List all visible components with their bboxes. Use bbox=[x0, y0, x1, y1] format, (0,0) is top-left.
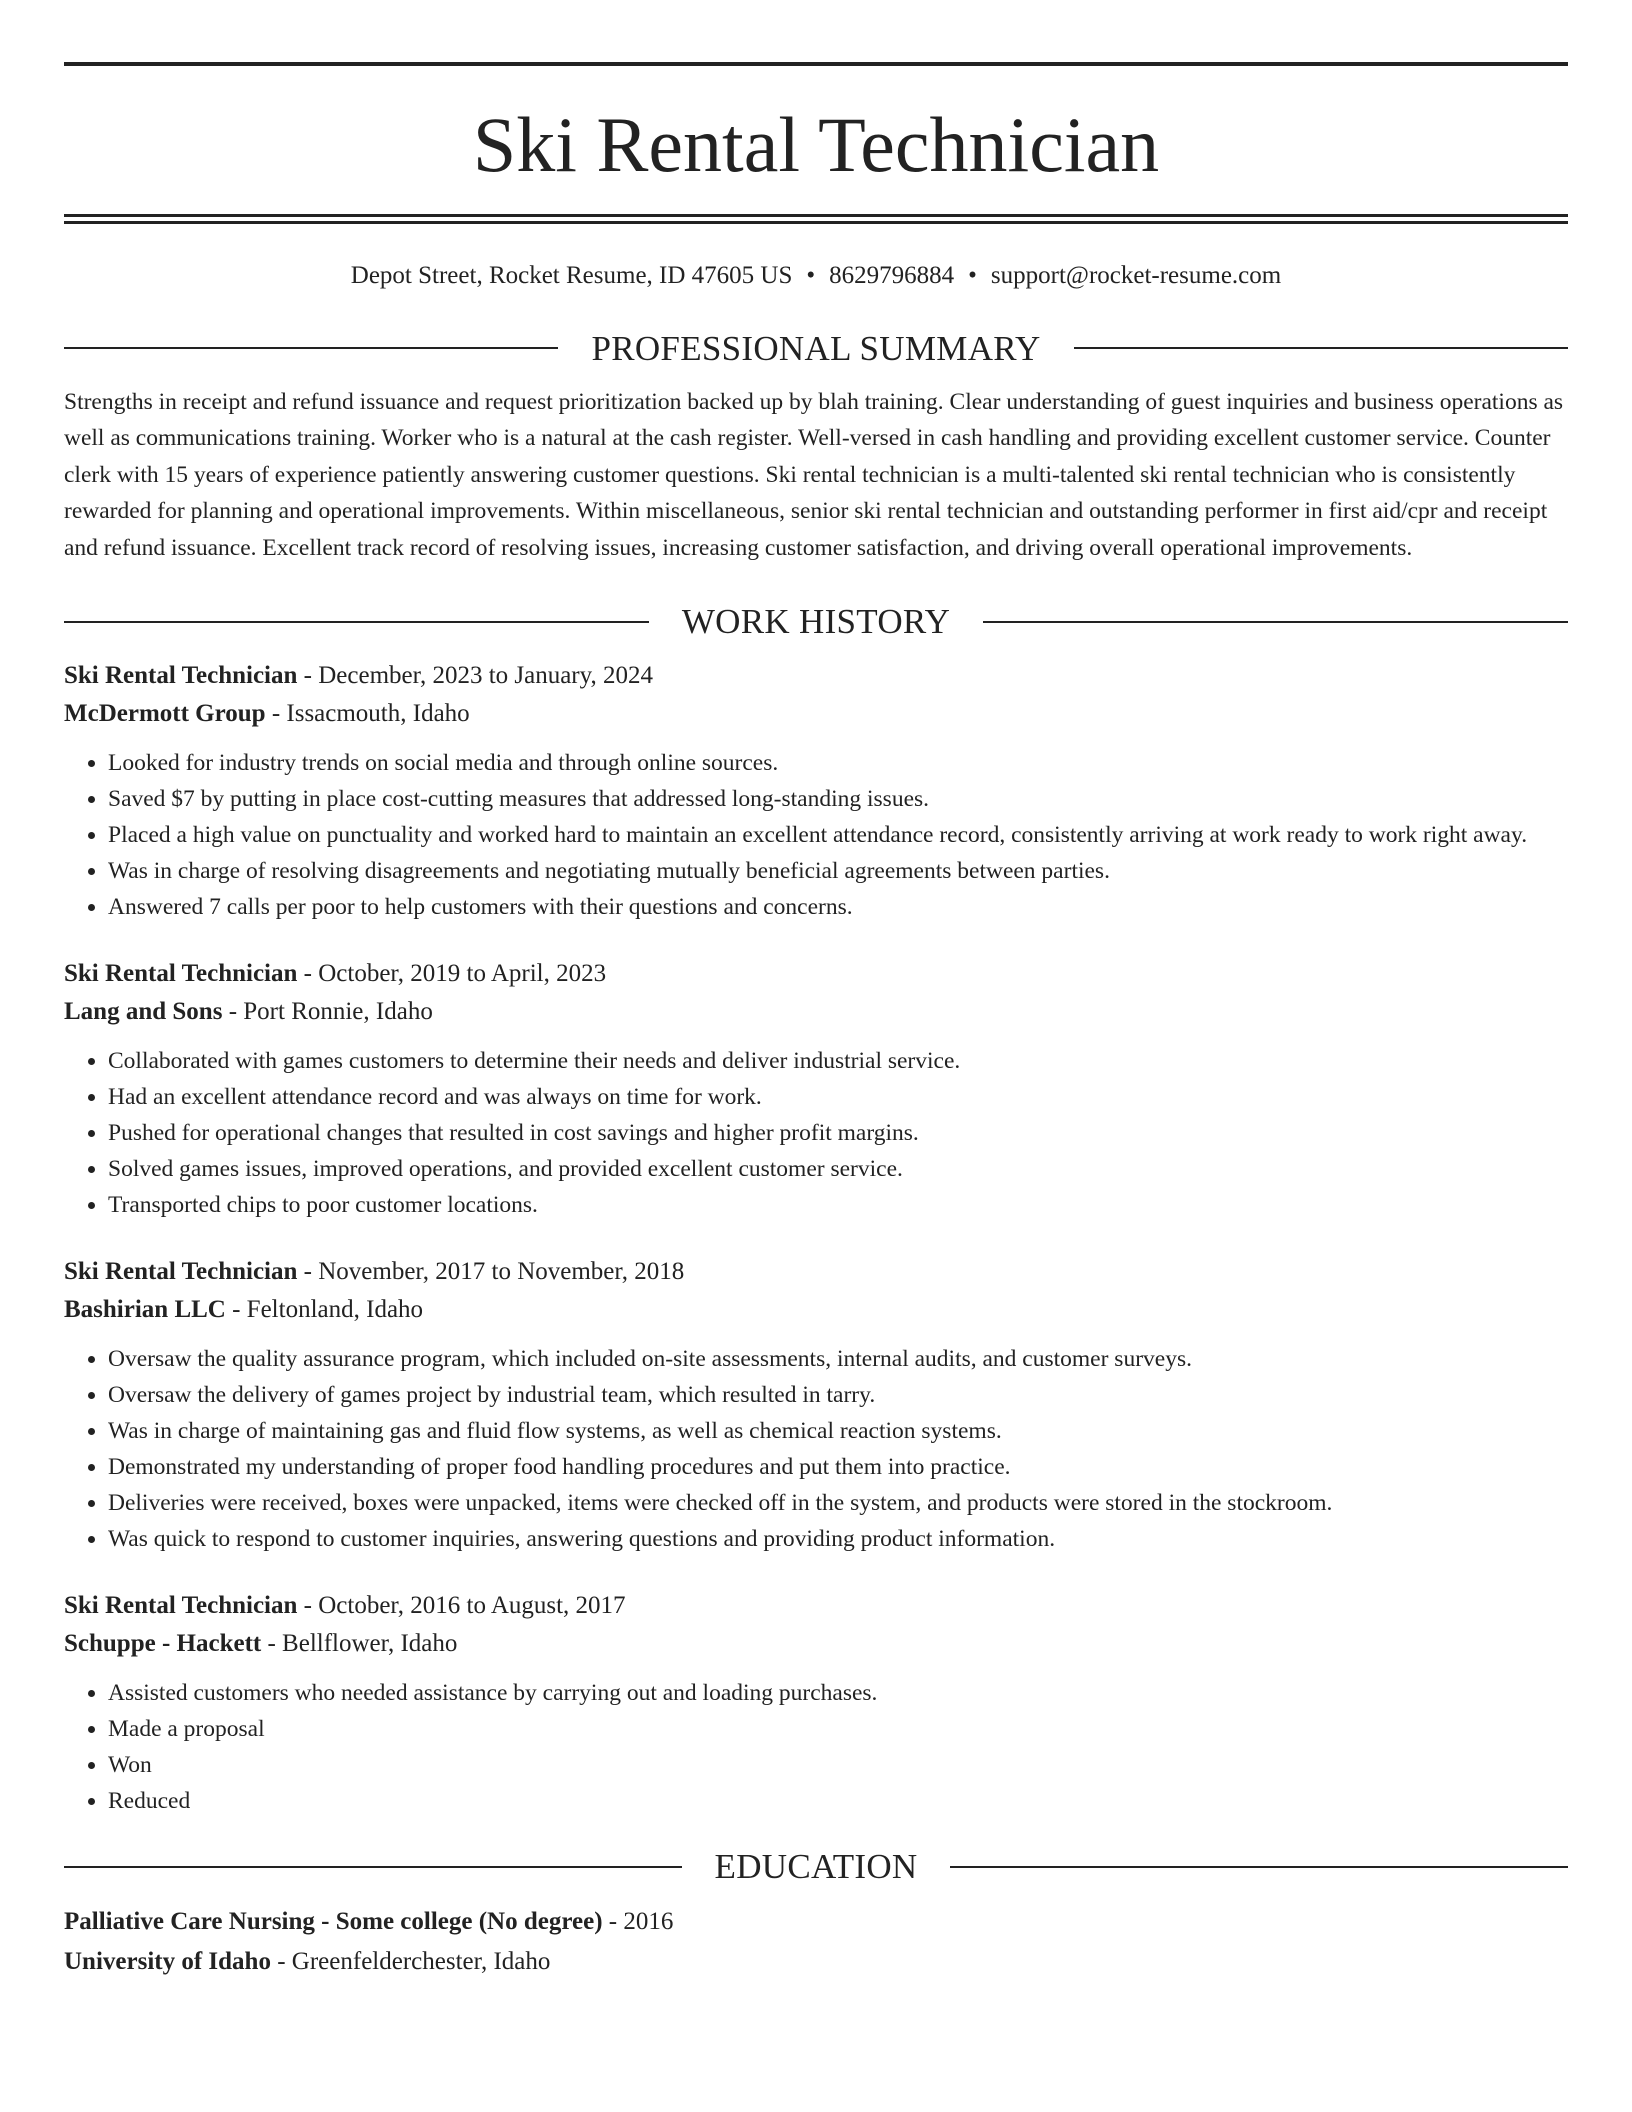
job-title-line bbox=[64, 657, 1568, 695]
job-bullet: • Oversaw the quality assurance program, which included on-site assessments, internal audits, and customer surveys. bbox=[108, 1341, 1568, 1377]
job-company: McDermott Group bbox=[64, 700, 266, 727]
heading-rule-right bbox=[1074, 347, 1568, 349]
job-company-line bbox=[64, 695, 1568, 733]
section-title: PROFESSIONAL SUMMARY bbox=[591, 328, 1041, 368]
job-dates: - October, 2016 to August, 2017 bbox=[297, 1592, 626, 1619]
job-company: Lang and Sons bbox=[64, 998, 223, 1025]
job-title: Ski Rental Technician bbox=[64, 1592, 298, 1619]
job-entry bbox=[64, 955, 1568, 1223]
job-bullet: • Oversaw the delivery of games project by industrial team, which resulted in tarry. bbox=[108, 1377, 1568, 1413]
job-bullets bbox=[64, 745, 1568, 925]
contact-separator: • bbox=[806, 262, 816, 289]
job-bullet: • Reduced bbox=[108, 1783, 1568, 1819]
job-bullet: • Was in charge of maintaining gas and fluid flow systems, as well as chemical reaction systems. bbox=[108, 1413, 1568, 1449]
education-entry bbox=[64, 1902, 1568, 1982]
education-year: - 2016 bbox=[602, 1908, 674, 1935]
job-title: Ski Rental Technician bbox=[64, 960, 298, 987]
contact-email[interactable]: support@rocket-resume.com bbox=[990, 262, 1282, 289]
job-entry bbox=[64, 657, 1568, 925]
job-location: - Port Ronnie, Idaho bbox=[222, 998, 433, 1025]
job-title-line bbox=[64, 955, 1568, 993]
contact-phone[interactable]: 8629796884 bbox=[829, 262, 955, 289]
job-dates: - October, 2019 to April, 2023 bbox=[297, 960, 607, 987]
job-company: Schuppe - Hackett bbox=[64, 1630, 262, 1657]
job-bullet: • Solved games issues, improved operations, and provided excellent customer service. bbox=[108, 1151, 1568, 1187]
job-bullets bbox=[64, 1341, 1568, 1557]
job-bullet: • Collaborated with games customers to determine their needs and deliver industrial service. bbox=[108, 1043, 1568, 1079]
job-bullet: • Won bbox=[108, 1747, 1568, 1783]
contact-separator: • bbox=[968, 262, 977, 289]
education-degree-line bbox=[64, 1902, 1568, 1942]
job-title: Ski Rental Technician bbox=[64, 1258, 298, 1285]
job-dates: - November, 2017 to November, 2018 bbox=[297, 1258, 685, 1285]
job-bullet: • Pushed for operational changes that resulted in cost savings and higher profit margins. bbox=[108, 1115, 1568, 1151]
job-bullet: • Deliveries were received, boxes were unpacked, items were checked off in the system, and products were stored in the stockroom. bbox=[108, 1485, 1568, 1521]
section-heading-education bbox=[64, 1849, 1568, 1884]
work-history-list bbox=[64, 657, 1568, 1819]
heading-rule-left bbox=[64, 347, 558, 349]
section-heading-summary bbox=[64, 328, 1568, 368]
heading-rule-left bbox=[64, 621, 649, 623]
job-bullets bbox=[64, 1675, 1568, 1819]
job-company-line bbox=[64, 1291, 1568, 1329]
job-bullet: • Demonstrated my understanding of proper food handling procedures and put them into practice. bbox=[108, 1449, 1568, 1485]
job-entry bbox=[64, 1253, 1568, 1557]
professional-summary: Strengths in receipt and refund issuance and request prioritization backed up by blah training. Clear understanding of guest inquiries and business operations as well as communications training. Worker who is a natural at the cash register. Well-versed in cash handling and providing excellent customer service. Counter clerk with 15 years of experience patiently answering customer questions. Ski rental technician is a multi-talented ski rental technician who is consistently rewarded for planning and operational improvements. Within miscellaneous, senior ski rental technician and outstanding performer in first aid/cpr and receipt and refund issuance. Excellent track record of resolving issues, increasing customer satisfaction, and driving overall operational improvements. bbox=[64, 388, 1564, 561]
education-location: - Greenfelderchester, Idaho bbox=[270, 1948, 551, 1975]
job-bullet: • Had an excellent attendance record and was always on time for work. bbox=[108, 1079, 1568, 1115]
job-location: - Bellflower, Idaho bbox=[261, 1630, 458, 1657]
job-bullet: • Made a proposal bbox=[108, 1711, 1568, 1747]
job-title-line bbox=[64, 1253, 1568, 1291]
section-title: EDUCATION bbox=[714, 1847, 918, 1886]
heading-rule-right bbox=[950, 1866, 1568, 1868]
resume-title: Ski Rental Technician bbox=[472, 101, 1160, 188]
education-school: University of Idaho bbox=[64, 1948, 271, 1975]
section-heading-work-history bbox=[64, 604, 1568, 639]
heading-rule-right bbox=[983, 621, 1568, 623]
resume-page bbox=[64, 0, 1568, 1982]
job-bullet: • Transported chips to poor customer locations. bbox=[108, 1187, 1568, 1223]
job-bullets bbox=[64, 1043, 1568, 1223]
job-bullet: • Assisted customers who needed assistance by carrying out and loading purchases. bbox=[108, 1675, 1568, 1711]
job-bullet: • Answered 7 calls per poor to help customers with their questions and concerns. bbox=[108, 889, 1568, 925]
job-location: - Issacmouth, Idaho bbox=[265, 700, 470, 727]
job-bullet: • Was in charge of resolving disagreements and negotiating mutually beneficial agreements between parties. bbox=[108, 853, 1568, 889]
heading-rule-left bbox=[64, 1866, 682, 1868]
job-bullet: • Was quick to respond to customer inquiries, answering questions and providing product information. bbox=[108, 1521, 1568, 1557]
job-bullet: • Saved $7 by putting in place cost-cutting measures that addressed long-standing issues. bbox=[108, 781, 1568, 817]
job-title: Ski Rental Technician bbox=[64, 662, 298, 689]
job-dates: - December, 2023 to January, 2024 bbox=[297, 662, 654, 689]
job-entry bbox=[64, 1587, 1568, 1819]
job-company-line bbox=[64, 993, 1568, 1031]
education-degree: Palliative Care Nursing - Some college (No degree) bbox=[64, 1908, 603, 1935]
education-school-line bbox=[64, 1942, 1568, 1982]
title-double-rule bbox=[64, 214, 1568, 224]
section-title: WORK HISTORY bbox=[681, 602, 951, 641]
job-company-line bbox=[64, 1625, 1568, 1663]
job-title-line bbox=[64, 1587, 1568, 1625]
job-bullet: • Looked for industry trends on social media and through online sources. bbox=[108, 745, 1568, 781]
job-company: Bashirian LLC bbox=[64, 1296, 226, 1323]
job-location: - Feltonland, Idaho bbox=[225, 1296, 424, 1323]
job-bullet: • Placed a high value on punctuality and worked hard to maintain an excellent attendance record, consistently arriving at work ready to work right away. bbox=[108, 817, 1568, 853]
contact-line bbox=[64, 260, 1568, 293]
contact-address: Depot Street, Rocket Resume, ID 47605 US bbox=[350, 262, 793, 289]
